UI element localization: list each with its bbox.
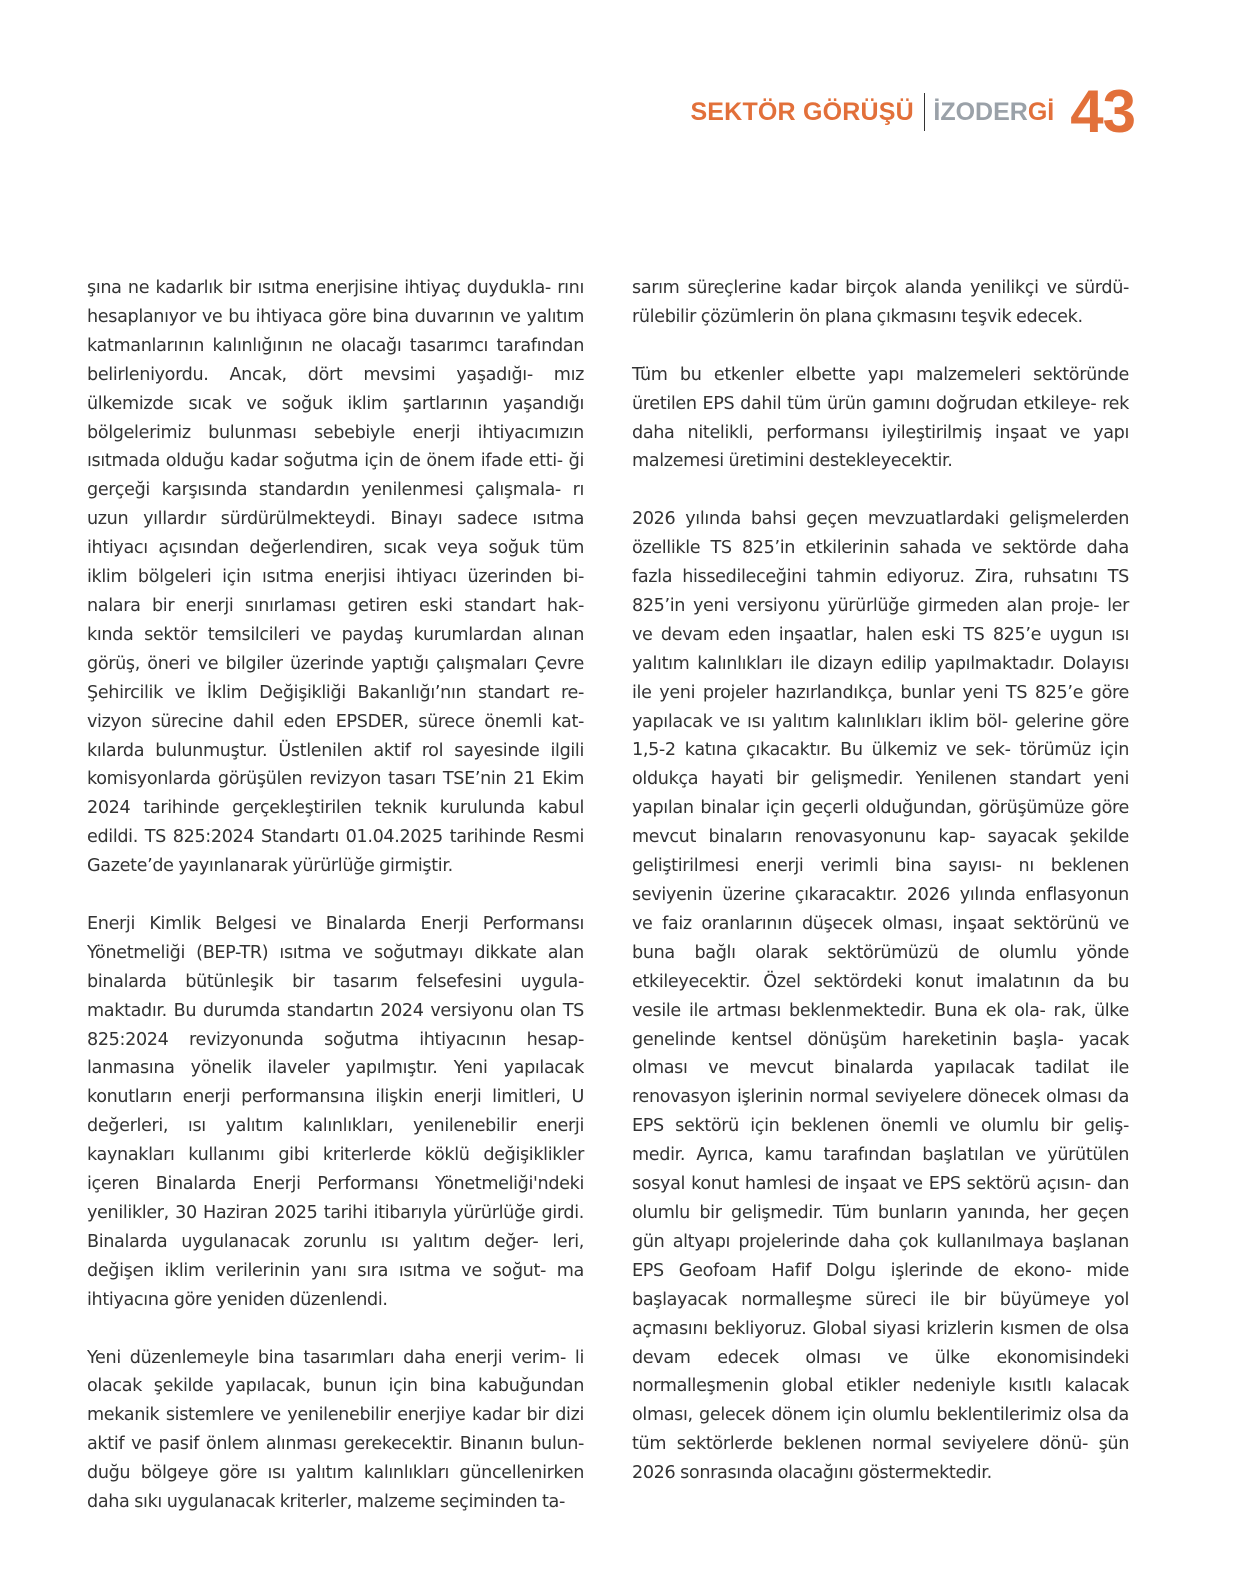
paragraph: 2026 yılında bahsi geçen mevzuatlardaki gelişmelerden özellikle TS 825’in etkilerinin sahada ve sektörde daha fazla hissedileceğini tahmin ediyoruz. Zira, ruhsatını TS 825’in yeni versiyonu yürürlüğe girmeden alan proje- ler ve devam eden inşaatlar, halen eski TS 825’e uygun ısı yalıtım kalınlıkları ile dizayn edilip yapılmaktadır. Dolayısı ile yeni projeler hazırlandıkça, bunlar yeni TS 825’e göre yapılacak ve ısı yalıtım kalınlıkları iklim böl- gelerine göre 1,5-2 katına çıkacaktır. Bu ülkemiz ve sek- törümüz için oldukça hayati bir gelişmedir. Yenilenen standart yeni yapılan binalar için geçerli olduğundan, görüşümüze göre mevcut binaların renovasyonunu kap- sayacak şekilde geliştirilmesi enerji verimli bina sayısı- nı beklenen seviyenin üzerine çıkaracaktır. 2026 yılında enflasyonun ve faiz oranlarının düşecek olması, inşaat sektörünü ve buna bağlı olarak sektörümüzü de olumlu yönde etkileyecektir. Özel sektördeki konut imalatının da bu vesile ile artması beklenmektedir. Buna ek ola- rak, ülke genelinde kentsel dönüşüm hareketinin başla- yacak olması ve mevcut binalarda yapılacak tadilat ile renovasyon işlerinin normal seviyelere dönecek olması da EPS sektörü için beklenen önemli ve olumlu bir geliş- medir. Ayrıca, kamu tarafından başlatılan ve yürütülen sosyal konut hamlesi de inşaat ve EPS sektörü açısın- dan olumlu bir gelişmedir. Tüm bunların yanında, her geçen gün altyapı projelerinde daha çok kullanılmaya başlanan EPS Geofoam Hafif Dolgu işlerinde de ekono- mide başlayacak normalleşme süreci ile bir büyümeye yol açmasını bekliyoruz. Global siyasi krizlerin kısmen de olsa devam edecek olması ve ülke ekonomisindeki normalleşmenin global etikler nedeniyle kısıtlı kalacak olması, gelecek dönem için olumlu beklentilerimiz olsa da tüm sektörlerde beklenen normal seviyelere dönü- şün 2026 sonrasında olacağını göstermektedir.: [632, 509, 1129, 1484]
section-title: SEKTÖR GÖRÜŞÜ: [690, 97, 914, 126]
magazine-name-part1: İZODER: [933, 97, 1028, 126]
paragraph: şına ne kadarlık bir ısıtma enerjisine ihtiyaç duydukla- rını hesaplanıyor ve bu ihtiyaca göre bina duvarının ve yalıtım katmanlarının kalınlığının ne olacağı tasarımcı tarafından belirleniyordu. Ancak, dört mevsimi yaşadığı- mız ülkemizde sıcak ve soğuk iklim şartlarının yaşandığı bölgelerimiz bulunması sebebiyle enerji ihtiyacımızın ısıtmada olduğu kadar soğutma için de önem ifade etti- ği gerçeği karşısında standardın yenilenmesi çalışmala- rı uzun yıllardır sürdürülmekteydi. Binayı sadece ısıtma ihtiyacı açısından değerlendiren, sıcak veya soğuk tüm iklim bölgeleri için ısıtma enerjisi ihtiyacı üzerinden bi- nalara bir enerji sınırlaması getiren eski standart hak- kında sektör temsilcileri ve paydaş kurumlardan alınan görüş, öneri ve bilgiler üzerinde yaptığı çalışmaları Çevre Şehircilik ve İklim Değişikliği Bakanlığı’nın standart re- vizyon sürecine dahil eden EPSDER, sürece önemli kat- kılarda bulunmuştur. Üstlenilen aktif rol sayesinde ilgili komisyonlarda görüşülen revizyon tasarı TSE’nin 21 Ekim 2024 tarihinde gerçekleştirilen teknik kurulunda kabul edildi. TS 825:2024 Standartı 01.04.2025 tarihinde Resmi Gazete’de yayınlanarak yürürlüğe girmiştir.: [87, 278, 584, 877]
page-number: 43: [1070, 78, 1135, 145]
paragraph: Tüm bu etkenler elbette yapı malzemeleri sektöründe üretilen EPS dahil tüm ürün gamını doğrudan etkileye- rek daha nitelikli, performansı iyileştirilmiş inşaat ve yapı malzemesi üretimini destekleyecektir.: [632, 364, 1129, 472]
header-divider: [924, 93, 926, 131]
magazine-name-part2: Gİ: [1027, 97, 1055, 126]
paragraph: Yeni düzenlemeyle bina tasarımları daha enerji verim- li olacak şekilde yapılacak, bunun için bina kabuğundan mekanik sistemlere ve yenilenebilir enerjiye kadar bir dizi aktif ve pasif önlem alınması gerekecektir. Binanın bulun- duğu bölgeye göre ısı yalıtım kalınlıkları güncellenirken daha sıkı uygulanacak kriterler, malzeme seçiminden ta-: [87, 1347, 584, 1513]
left-column: [87, 274, 584, 1517]
magazine-name: [933, 98, 1054, 127]
right-column: [632, 274, 1129, 1488]
paragraph: sarım süreçlerine kadar birçok alanda yenilikçi ve sürdü- rülebilir çözümlerin ön plana çıkmasını teşvik edecek.: [632, 278, 1129, 327]
page-header: [690, 78, 1135, 145]
paragraph: Enerji Kimlik Belgesi ve Binalarda Enerji Performansı Yönetmeliği (BEP-TR) ısıtma ve soğutmayı dikkate alan binalarda bütünleşik bir tasarım felsefesini uygula- maktadır. Bu durumda standartın 2024 versiyonu olan TS 825:2024 revizyonunda soğutma ihtiyacının hesap- lanmasına yönelik ilaveler yapılmıştır. Yeni yapılacak konutların enerji performansına ilişkin enerji limitleri, U değerleri, ısı yalıtım kalınlıkları, yenilenebilir enerji kaynakları kullanımı gibi kriterlerde köklü değişiklikler içeren Binalarda Enerji Performansı Yönetmeliği'ndeki yenilikler, 30 Haziran 2025 tarihi itibarıyla yürürlüğe girdi. Binalarda uygulanacak zorunlu ısı yalıtım değer- leri, değişen iklim verilerinin yanı sıra ısıtma ve soğut- ma ihtiyacına göre yeniden düzenlendi.: [87, 913, 584, 1310]
